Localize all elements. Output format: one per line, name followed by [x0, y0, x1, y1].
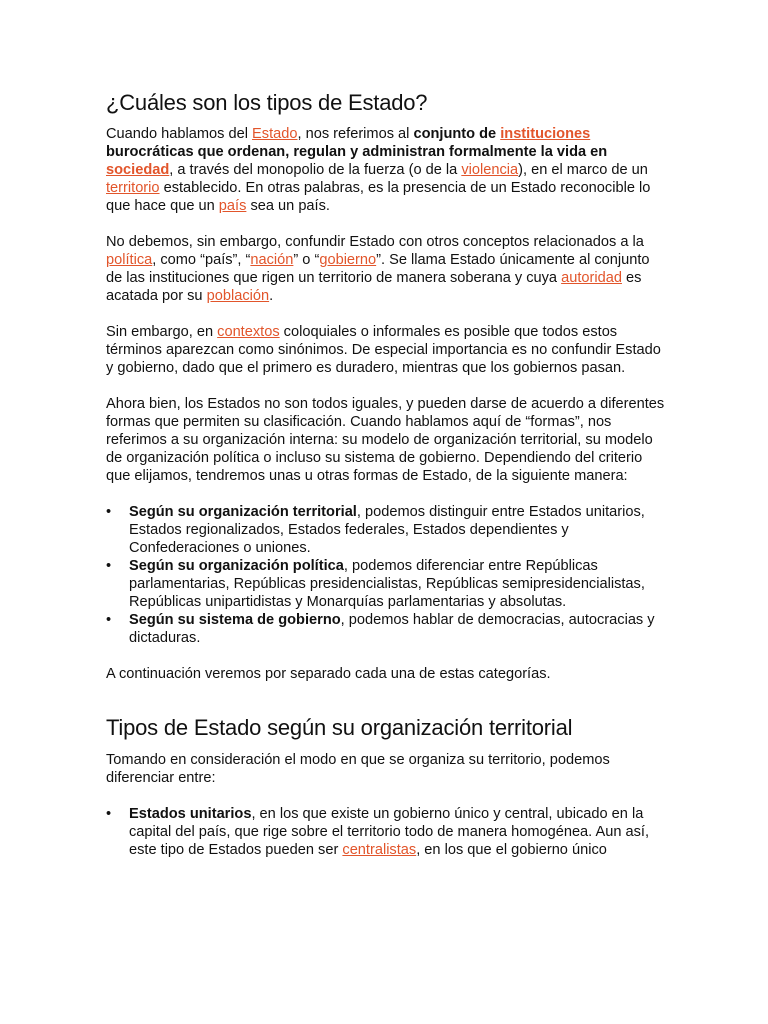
link-sociedad[interactable]: sociedad: [106, 162, 170, 178]
list-item-text: , podemos hablar de democracias, autocracias y dictaduras.: [129, 612, 655, 646]
link-violencia[interactable]: violencia: [461, 162, 519, 178]
link-territorio[interactable]: territorio: [106, 180, 160, 196]
article-body: [106, 86, 666, 877]
bullet: •: [106, 612, 112, 628]
link-centralistas[interactable]: centralistas: [342, 842, 417, 858]
link-politica[interactable]: política: [106, 252, 153, 268]
list-item: [106, 611, 666, 647]
text-run: coloquiales o informales es posible que todos estos términos aparezcan como sinónimos. De especial importancia es no confundir Estado y gobierno, dado que el primero es duradero, mientras que los gobiernos pasan.: [106, 324, 661, 376]
paragraph-concepts: [106, 233, 666, 305]
bullet: •: [106, 558, 112, 574]
text-run: es acatada por su: [106, 270, 642, 304]
list-item-bold: Según su organización territorial: [129, 504, 357, 520]
link-pais[interactable]: país: [218, 198, 247, 214]
bullet: •: [106, 504, 112, 520]
text-run: , como “país”, “: [152, 252, 251, 268]
text-run: establecido. En otras palabras, es la presencia de un Estado reconocible lo que hace que un: [106, 180, 651, 214]
page-title: ¿Cuáles son los tipos de Estado?: [106, 90, 428, 115]
bold-run: conjunto de: [413, 126, 501, 142]
link-gobierno[interactable]: gobierno: [319, 252, 377, 268]
list-item-text: , podemos diferenciar entre Repúblicas parlamentarias, Repúblicas presidencialistas, Repúblicas semipresidencialistas, Repúblicas unipartidistas y Monarquías parlamentarias y absolutas.: [129, 558, 645, 610]
list-item: [106, 503, 666, 557]
link-instituciones[interactable]: instituciones: [500, 126, 591, 142]
list-item-bold: Según su organización política: [129, 558, 344, 574]
paragraph-intro: [106, 125, 666, 215]
section-heading: Tipos de Estado según su organización territorial: [106, 715, 573, 740]
link-autoridad[interactable]: autoridad: [561, 270, 622, 286]
list-item-text: , en los que el gobierno único: [416, 842, 607, 858]
forms-list: [106, 503, 666, 647]
text-run: ), en el marco de un: [518, 162, 648, 178]
paragraph-contexts: [106, 323, 666, 377]
list-item: [106, 805, 666, 859]
paragraph-continuation: A continuación veremos por separado cada una de estas categorías.: [106, 666, 551, 682]
list-item-bold: Estados unitarios: [129, 806, 252, 822]
link-estado[interactable]: Estado: [252, 126, 298, 142]
text-run: Cuando hablamos del: [106, 126, 253, 142]
list-item: [106, 557, 666, 611]
text-run: ” o “: [293, 252, 320, 268]
text-run: sea un país.: [246, 198, 330, 214]
link-contextos[interactable]: contextos: [217, 324, 280, 340]
territorial-list: [106, 805, 666, 859]
paragraph-forms: Ahora bien, los Estados no son todos iguales, y pueden darse de acuerdo a diferentes formas que permiten su clasificación. Cuando hablamos aquí de “formas”, nos referimos a su organización interna: su modelo de organización territorial, su modelo de organización política o incluso su sistema de gobierno. Dependiendo del criterio que elijamos, tendremos unas u otras formas de Estado, de la siguiente manera:: [106, 396, 665, 484]
bullet: •: [106, 806, 112, 822]
text-run: , a través del monopolio de la fuerza (o de la: [169, 162, 462, 178]
list-item-text: , en los que existe un gobierno único y central, ubicado en la capital del país, que rige sobre el territorio todo de manera homogénea. Aun así, este tipo de Estados pueden ser: [129, 806, 650, 858]
text-run: , nos referimos al: [297, 126, 414, 142]
text-run: .: [269, 288, 274, 304]
list-item-bold: Según su sistema de gobierno: [129, 612, 341, 628]
text-run: ”. Se llama Estado únicamente al conjunto de las instituciones que rigen un territorio de manera soberana y cuya: [106, 252, 650, 286]
paragraph-territory-intro: Tomando en consideración el modo en que se organiza su territorio, podemos diferenciar entre:: [106, 752, 610, 786]
text-run: Sin embargo, en: [106, 324, 218, 340]
list-item-text: , podemos distinguir entre Estados unitarios, Estados regionalizados, Estados federales, Estados dependientes y Confederaciones o uniones.: [129, 504, 645, 556]
link-nacion[interactable]: nación: [250, 252, 294, 268]
text-run: No debemos, sin embargo, confundir Estado con otros conceptos relacionados a la: [106, 234, 644, 250]
bold-run: burocráticas que ordenan, regulan y administran formalmente la vida en: [106, 144, 608, 160]
link-poblacion[interactable]: población: [206, 288, 270, 304]
